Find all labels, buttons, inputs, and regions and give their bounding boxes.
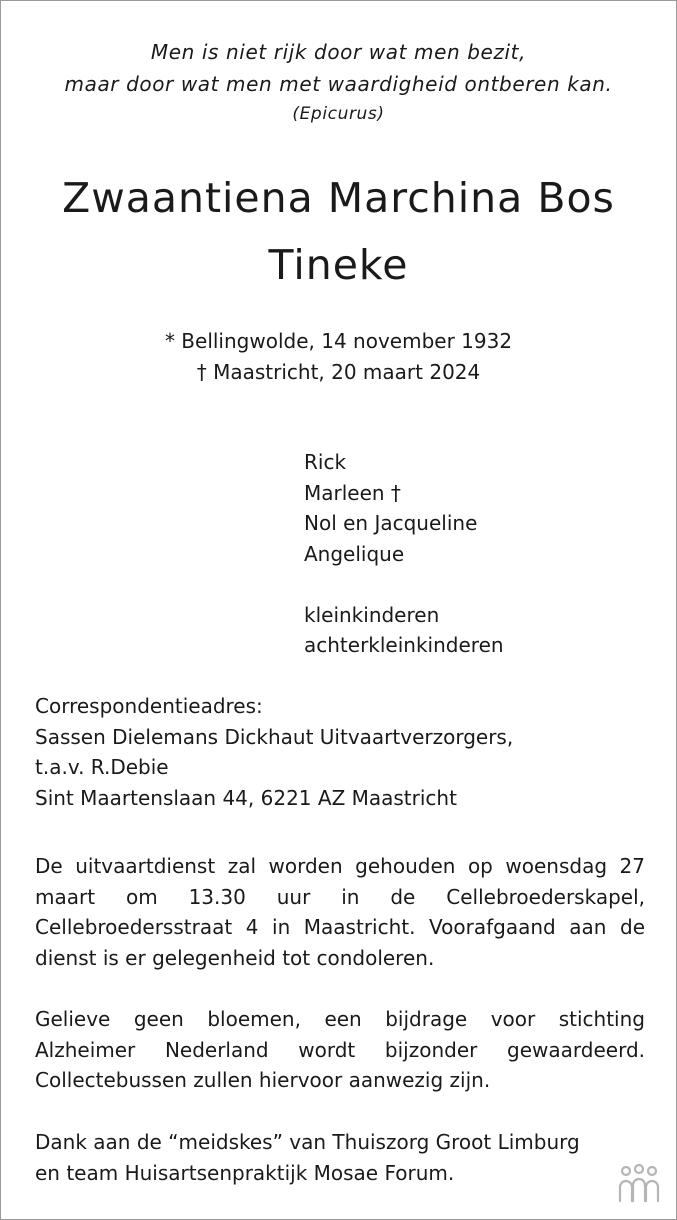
flowers-donation-paragraph: Gelieve geen bloemen, een bijdrage voor stichting Alzheimer Nederland wordt bijzonder gewaardeerd. Collectebussen zullen hiervoor aanwezig zijn. [35,1007,645,1092]
family-member: Nol en Jacqueline [304,511,478,535]
quote-line-1: Men is niet rijk door wat men bezit, [150,40,527,64]
family-list [304,447,504,661]
address-line: t.a.v. R.Debie [35,755,169,779]
birth-line: * Bellingwolde, 14 november 1932 [164,329,513,353]
deceased-name-block [1,165,676,299]
group-of-people-icon [614,1163,664,1205]
deceased-full-name: Zwaantiena Marchina Bos [62,174,615,222]
family-member: kleinkinderen [304,602,440,627]
quote-line-2: maar door wat men met waardigheid ontberen kan. [64,72,613,96]
death-line: † Maastricht, 20 maart 2024 [196,360,481,384]
family-member: Marleen † [304,480,401,505]
address-line: Sint Maartenslaan 44, 6221 AZ Maastricht [35,785,457,810]
life-dates [1,326,676,388]
address-line: Sassen Dielemans Dickhaut Uitvaartverzorgers, [35,724,514,749]
funeral-service-paragraph: De uitvaartdienst zal worden gehouden op woensdag 27 maart om 13.30 uur in de Cellebroederskapel, Cellebroedersstraat 4 in Maastricht. Voorafgaand aan de dienst is er gelegenheid tot condoleren. [35,854,645,970]
family-member: achterkleinkinderen [304,633,504,657]
family-member: Angelique [304,541,405,566]
thanks-line: en team Huisartsenpraktijk Mosae Forum. [35,1160,455,1185]
correspondence-address [35,691,513,813]
deceased-nickname: Tineke [268,241,409,289]
thanks-paragraph [35,1127,645,1188]
epigraph-quote [1,36,676,128]
correspondence-heading: Correspondentieadres: [35,694,263,718]
family-member: Rick [304,450,347,474]
thanks-line: Dank aan de “meidskes” van Thuiszorg Groot Limburg [35,1130,580,1154]
spacer [304,569,504,600]
quote-author: (Epicurus) [292,104,385,124]
